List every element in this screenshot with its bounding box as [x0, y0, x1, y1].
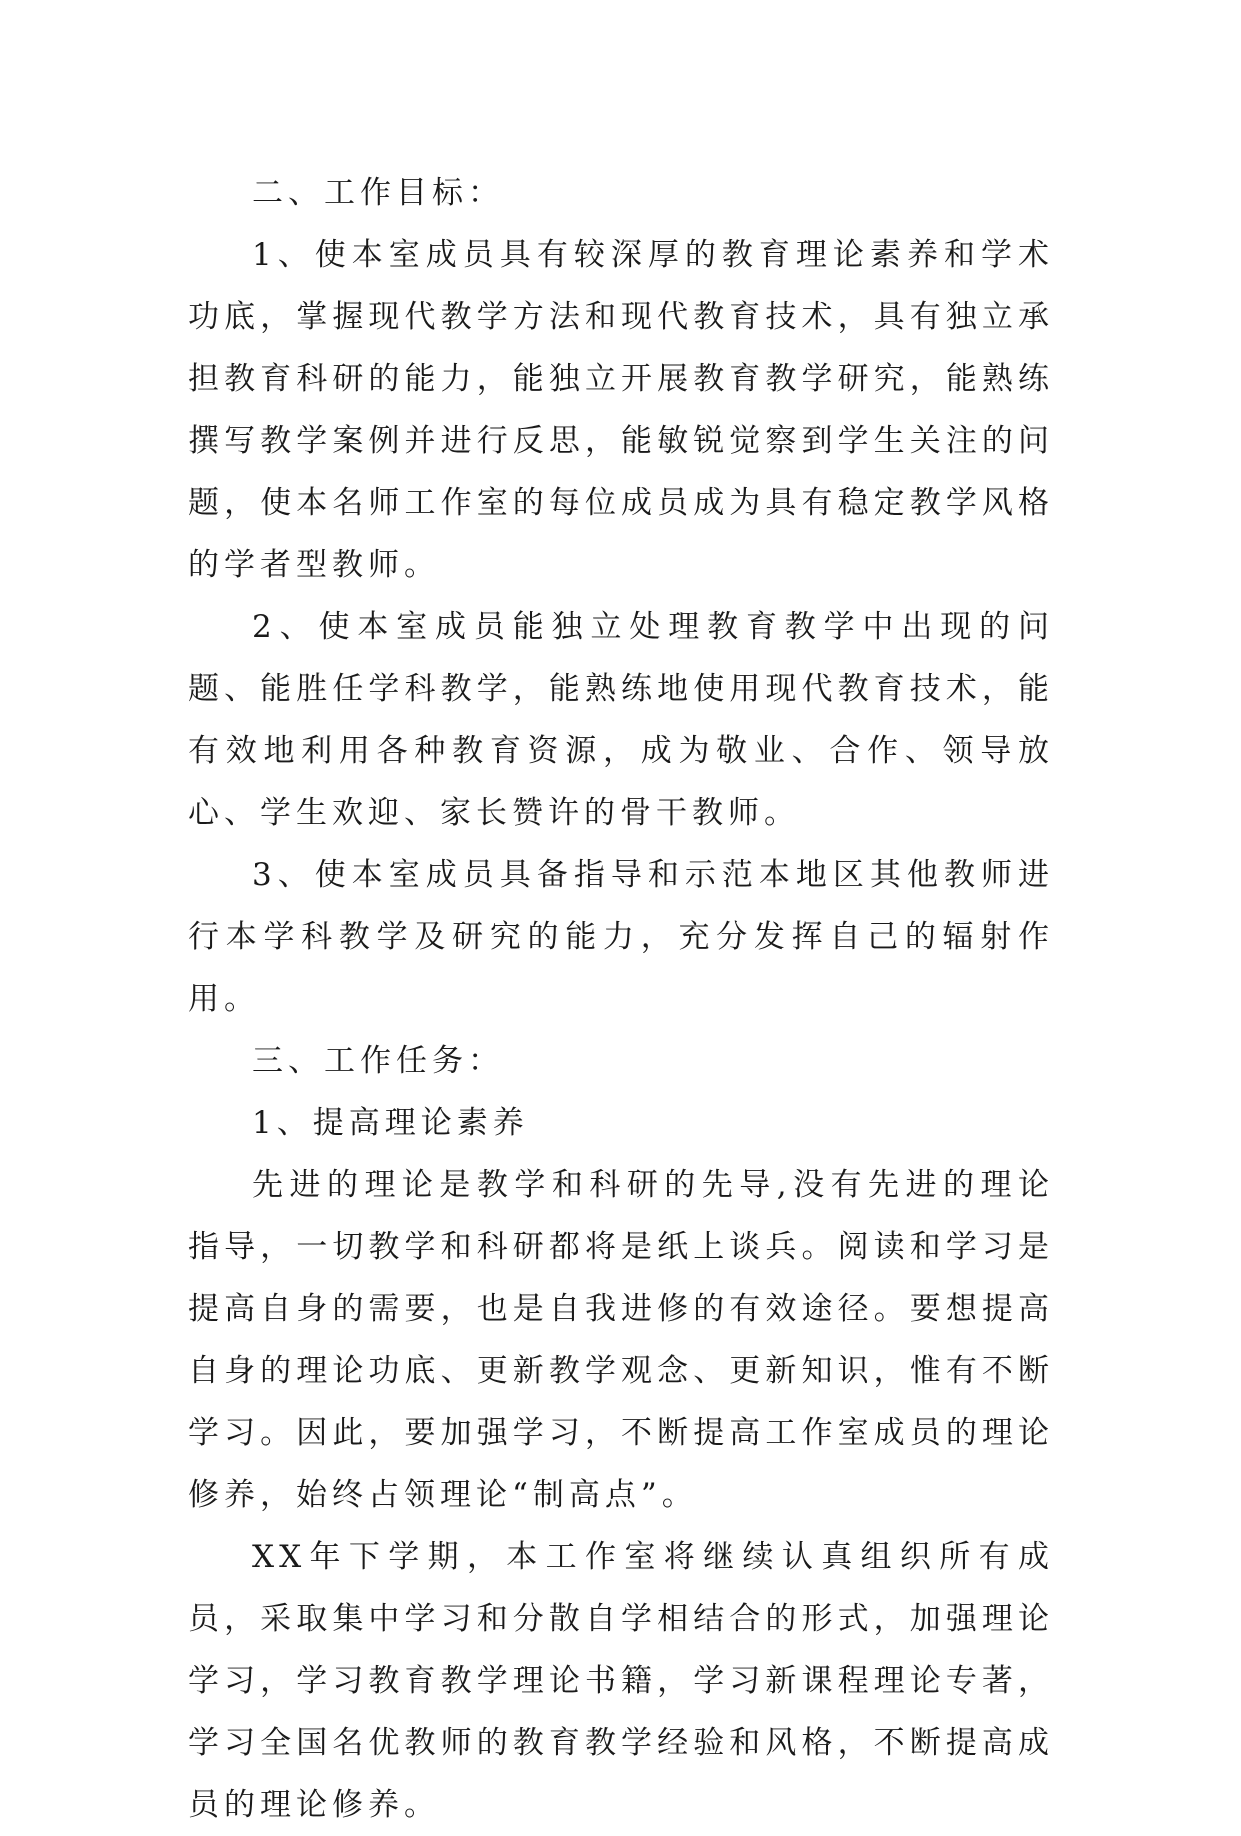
section-heading-tasks: 三、工作任务：: [252, 1043, 504, 1079]
goal-paragraph-1: 1、使本室成员具有较深厚的教育理论素养和学术功底，掌握现代教学方法和现代教育技术，具有独立承担教育科研的能力，能独立开展教育教学研究，能熟练撰写教学案例并进行反思，能敏锐觉察到学生关注的问题，使本名师工作室的每位成员成为具有稳定教学风格的学者型教师。: [188, 237, 1054, 583]
document-body: [188, 162, 1054, 1836]
section-heading-goals: 二、工作目标：: [252, 175, 504, 211]
goal-paragraph-3: 3、使本室成员具备指导和示范本地区其他教师进行本学科教学及研究的能力，充分发挥自己的辐射作用。: [188, 857, 1054, 1017]
subsection-heading-theory: 1、提高理论素养: [252, 1105, 529, 1141]
task-paragraph-theory: 先进的理论是教学和科研的先导,没有先进的理论指导，一切教学和科研都将是纸上谈兵。阅读和学习是提高自身的需要，也是自我进修的有效途径。要想提高自身的理论功底、更新教学观念、更新知识，惟有不断学习。因此，要加强学习，不断提高工作室成员的理论修养，始终占领理论“制高点”。: [188, 1167, 1054, 1513]
task-paragraph-plan: XX年下学期，本工作室将继续认真组织所有成员，采取集中学习和分散自学相结合的形式，加强理论学习，学习教育教学理论书籍，学习新课程理论专著，学习全国名优教师的教育教学经验和风格，不断提高成员的理论修养。: [188, 1539, 1054, 1823]
goal-paragraph-2: 2、使本室成员能独立处理教育教学中出现的问题、能胜任学科教学，能熟练地使用现代教育技术，能有效地利用各种教育资源，成为敬业、合作、领导放心、学生欢迎、家长赞许的骨干教师。: [188, 609, 1054, 831]
